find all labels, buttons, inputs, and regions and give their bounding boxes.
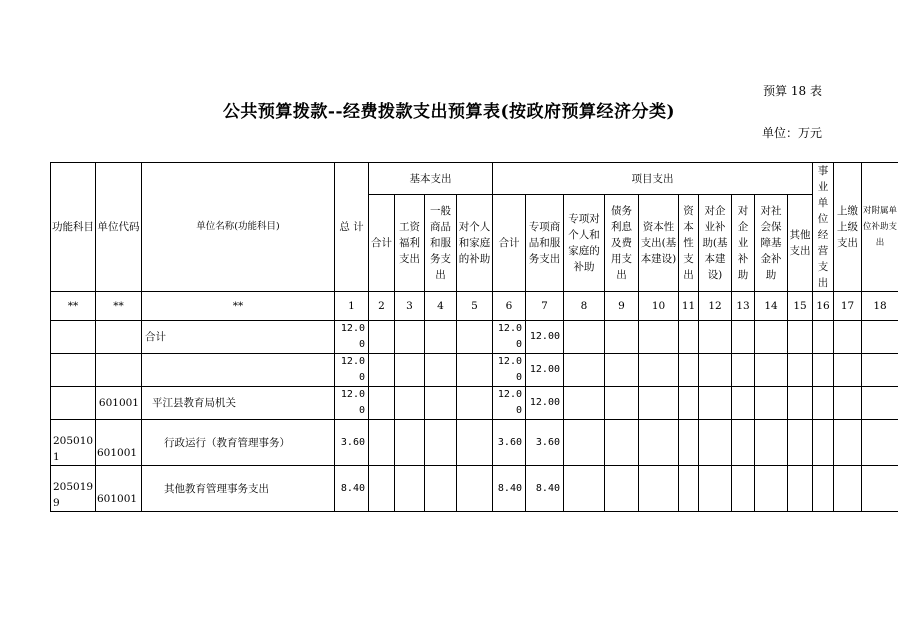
index-cell: 4 [425, 292, 457, 321]
cell-basic-personal [457, 420, 493, 466]
cell-unit-code [96, 321, 142, 354]
cell-proj-total: 3.60 [493, 420, 526, 466]
empty-cell [862, 354, 898, 387]
col-header-proj-enterprise: 对企业补助 [732, 195, 755, 292]
empty-cell [679, 354, 699, 387]
col-header-proj-personal: 专项对个人和家庭的补助 [564, 195, 605, 292]
col-header-upper: 上缴上级支出 [834, 163, 862, 292]
col-header-proj-capital: 资本性支出 [679, 195, 699, 292]
empty-cell [732, 387, 755, 420]
col-header-basic-total: 合计 [369, 195, 395, 292]
empty-cell [564, 387, 605, 420]
cell-unit-name: 其他教育管理事务支出 [142, 466, 335, 512]
index-cell: 8 [564, 292, 605, 321]
empty-cell [564, 321, 605, 354]
empty-cell [605, 354, 639, 387]
empty-cell [732, 466, 755, 512]
col-header-func-subject: 功能科目 [51, 163, 96, 292]
cell-unit-name: 合计 [142, 321, 335, 354]
index-cell: ** [51, 292, 96, 321]
empty-cell [755, 420, 788, 466]
col-header-subsidiary: 对附属单位补助支出 [862, 163, 898, 292]
col-header-proj-debt: 债务利息及费用支出 [605, 195, 639, 292]
cell-func-subject: 2050101 [51, 420, 96, 466]
cell-basic-total [369, 420, 395, 466]
index-cell: 2 [369, 292, 395, 321]
cell-basic-goods [425, 321, 457, 354]
cell-proj-total: 12.00 [493, 387, 526, 420]
cell-proj-goods: 8.40 [526, 466, 564, 512]
col-header-proj-enterprise-basic: 对企业补助(基本建设) [699, 195, 732, 292]
index-cell: 15 [788, 292, 813, 321]
empty-cell [699, 321, 732, 354]
empty-cell [834, 321, 862, 354]
empty-cell [679, 466, 699, 512]
empty-cell [679, 387, 699, 420]
index-cell: ** [96, 292, 142, 321]
index-cell: 14 [755, 292, 788, 321]
index-row [51, 292, 898, 321]
cell-proj-goods: 12.00 [526, 354, 564, 387]
index-cell: 12 [699, 292, 732, 321]
cell-basic-wages [395, 387, 425, 420]
cell-total: 12.00 [335, 387, 369, 420]
cell-basic-wages [395, 354, 425, 387]
cell-basic-goods [425, 466, 457, 512]
index-cell: 10 [639, 292, 679, 321]
col-header-total: 总 计 [335, 163, 369, 292]
cell-unit-name [142, 354, 335, 387]
empty-cell [639, 466, 679, 512]
empty-cell [788, 321, 813, 354]
cell-basic-wages [395, 420, 425, 466]
col-header-project-group: 项目支出 [493, 163, 813, 195]
cell-basic-personal [457, 354, 493, 387]
cell-unit-code: 601001 [96, 420, 142, 466]
empty-cell [639, 321, 679, 354]
cell-proj-goods: 3.60 [526, 420, 564, 466]
table-row [51, 420, 898, 466]
col-header-unit-code: 单位代码 [96, 163, 142, 292]
empty-cell [699, 354, 732, 387]
empty-cell [699, 387, 732, 420]
empty-cell [755, 466, 788, 512]
cell-total: 3.60 [335, 420, 369, 466]
unit-label: 单位：万元 [761, 126, 822, 140]
cell-unit-code [96, 354, 142, 387]
index-cell: 17 [834, 292, 862, 321]
empty-cell [605, 420, 639, 466]
empty-cell [862, 387, 898, 420]
empty-cell [679, 321, 699, 354]
index-cell: 6 [493, 292, 526, 321]
index-cell: 5 [457, 292, 493, 321]
cell-basic-wages [395, 321, 425, 354]
empty-cell [813, 321, 834, 354]
empty-cell [732, 321, 755, 354]
cell-total: 12.00 [335, 321, 369, 354]
cell-func-subject [51, 354, 96, 387]
empty-cell [862, 420, 898, 466]
empty-cell [834, 354, 862, 387]
col-header-basic-wages: 工资福利支出 [395, 195, 425, 292]
empty-cell [755, 321, 788, 354]
cell-basic-goods [425, 354, 457, 387]
empty-cell [862, 321, 898, 354]
cell-basic-total [369, 354, 395, 387]
cell-basic-total [369, 387, 395, 420]
empty-cell [732, 354, 755, 387]
cell-proj-goods: 12.00 [526, 387, 564, 420]
cell-func-subject: 2050199 [51, 466, 96, 512]
cell-basic-personal [457, 466, 493, 512]
col-header-business: 事业单位经营支出 [813, 163, 834, 292]
cell-basic-goods [425, 387, 457, 420]
table-row [51, 354, 898, 387]
empty-cell [834, 387, 862, 420]
document-title: 公共预算拨款--经费拨款支出预算表(按政府预算经济分类) [222, 102, 676, 122]
empty-cell [788, 420, 813, 466]
empty-cell [605, 321, 639, 354]
cell-proj-total: 8.40 [493, 466, 526, 512]
table-row [51, 387, 898, 420]
empty-cell [699, 420, 732, 466]
cell-basic-total [369, 321, 395, 354]
index-cell: 7 [526, 292, 564, 321]
empty-cell [605, 466, 639, 512]
empty-cell [862, 466, 898, 512]
cell-basic-total [369, 466, 395, 512]
index-cell: 13 [732, 292, 755, 321]
cell-unit-name: 平江县教育局机关 [142, 387, 335, 420]
empty-cell [813, 354, 834, 387]
col-header-unit-name: 单位名称(功能科目) [142, 163, 335, 292]
cell-basic-wages [395, 466, 425, 512]
empty-cell [564, 420, 605, 466]
empty-cell [639, 387, 679, 420]
index-cell: 1 [335, 292, 369, 321]
empty-cell [788, 466, 813, 512]
empty-cell [564, 466, 605, 512]
cell-total: 12.00 [335, 354, 369, 387]
col-header-basic-group: 基本支出 [369, 163, 493, 195]
cell-unit-code: 601001 [96, 466, 142, 512]
empty-cell [605, 387, 639, 420]
cell-proj-total: 12.00 [493, 321, 526, 354]
col-header-proj-other: 其他支出 [788, 195, 813, 292]
index-cell: ** [142, 292, 335, 321]
index-cell: 3 [395, 292, 425, 321]
cell-unit-code: 601001 [96, 387, 142, 420]
index-cell: 9 [605, 292, 639, 321]
empty-cell [732, 420, 755, 466]
cell-unit-name: 行政运行（教育管理事务） [142, 420, 335, 466]
empty-cell [788, 387, 813, 420]
cell-basic-personal [457, 321, 493, 354]
col-header-proj-capital-basic: 资本性支出(基本建设) [639, 195, 679, 292]
table-row [51, 321, 898, 354]
col-header-basic-personal: 对个人和家庭的补助 [457, 195, 493, 292]
cell-proj-total: 12.00 [493, 354, 526, 387]
cell-func-subject [51, 387, 96, 420]
empty-cell [699, 466, 732, 512]
budget-table [50, 162, 898, 512]
cell-basic-goods [425, 420, 457, 466]
empty-cell [679, 420, 699, 466]
col-header-proj-total: 合计 [493, 195, 526, 292]
index-cell: 18 [862, 292, 898, 321]
table-number: 预算 18 表 [763, 84, 822, 98]
empty-cell [813, 387, 834, 420]
cell-basic-personal [457, 387, 493, 420]
empty-cell [755, 387, 788, 420]
col-header-basic-goods: 一般商品和服务支出 [425, 195, 457, 292]
empty-cell [813, 420, 834, 466]
empty-cell [834, 420, 862, 466]
empty-cell [813, 466, 834, 512]
table-row [51, 466, 898, 512]
col-header-proj-social: 对社会保障基金补助 [755, 195, 788, 292]
index-cell: 11 [679, 292, 699, 321]
cell-total: 8.40 [335, 466, 369, 512]
col-header-proj-goods: 专项商品和服务支出 [526, 195, 564, 292]
index-cell: 16 [813, 292, 834, 321]
header-group-row [51, 163, 898, 195]
empty-cell [639, 354, 679, 387]
empty-cell [564, 354, 605, 387]
empty-cell [788, 354, 813, 387]
empty-cell [755, 354, 788, 387]
empty-cell [639, 420, 679, 466]
empty-cell [834, 466, 862, 512]
cell-proj-goods: 12.00 [526, 321, 564, 354]
cell-func-subject [51, 321, 96, 354]
